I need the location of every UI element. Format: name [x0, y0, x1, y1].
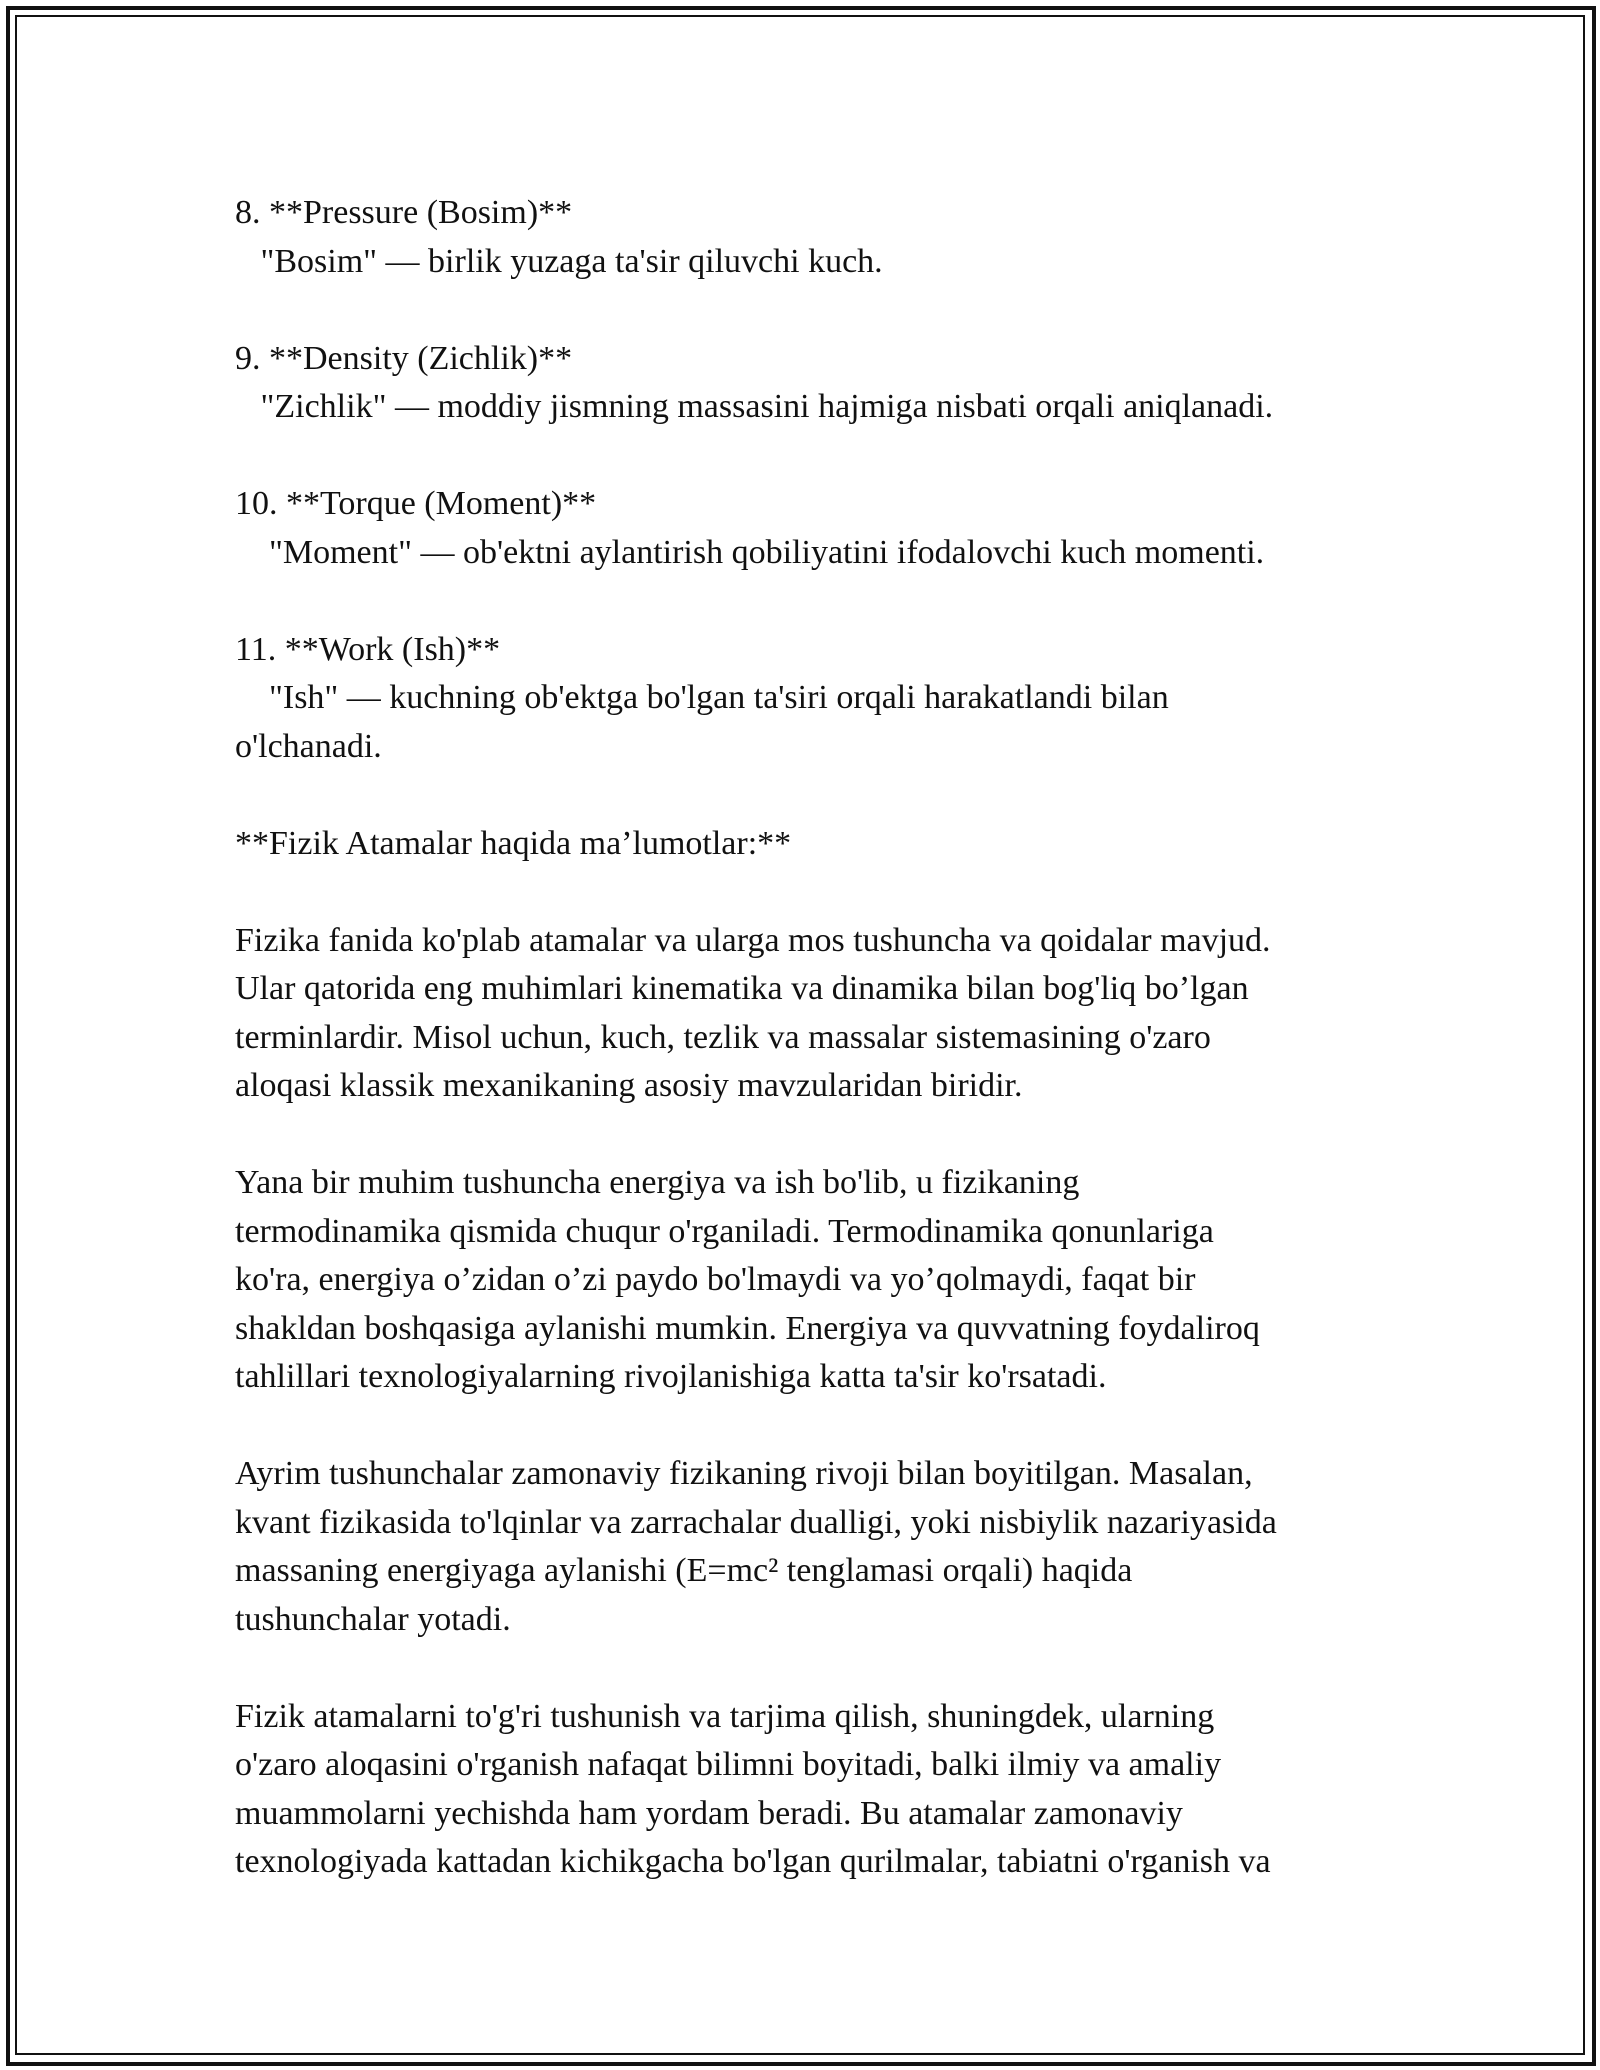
term-definition-line: "Bosim" — birlik yuzaga ta'sir qiluvchi kuch.	[235, 242, 883, 280]
paragraph-line: aloqasi klassik mexanikaning asosiy mavzularidan biridir.	[235, 1067, 1023, 1104]
term-definition-line: o'lchanadi.	[235, 727, 382, 765]
term-definition-line: "Ish" — kuchning ob'ektga bo'lgan ta'siri orqali harakatlandi bilan	[235, 679, 1169, 716]
paragraph	[235, 917, 1365, 1111]
term-item-pressure	[235, 189, 1365, 286]
paragraph-line: muammolarni yechishda ham yordam beradi. Bu atamalar zamonaviy	[235, 1794, 1183, 1832]
paragraph-line: shakldan boshqasiga aylanishi mumkin. Energiya va quvvatning foydaliroq	[235, 1309, 1260, 1347]
paragraph-line: tahlillari texnologiyalarning rivojlanishiga katta ta'sir ko'rsatadi.	[235, 1358, 1107, 1395]
paragraph-line: termodinamika qismida chuqur o'rganiladi. Termodinamika qonunlariga	[235, 1212, 1214, 1250]
paragraph	[235, 1159, 1365, 1402]
term-definition-line: "Zichlik" — moddiy jismning massasini hajmiga nisbati orqali aniqlanadi.	[235, 388, 1274, 425]
paragraph-line: tushunchalar yotadi.	[235, 1600, 511, 1638]
term-item-density	[235, 335, 1365, 432]
paragraph	[235, 1450, 1365, 1644]
document-body	[235, 189, 1365, 1887]
paragraph-line: Fizik atamalarni to'g'ri tushunish va tarjima qilish, shuningdek, ularning	[235, 1697, 1215, 1735]
paragraph-line: massaning energiyaga aylanishi (E=mc² tenglamasi orqali) haqida	[235, 1552, 1133, 1589]
term-heading: 11. **Work (Ish)**	[235, 630, 501, 668]
paragraph-line: terminlardir. Misol uchun, kuch, tezlik va massalar sistemasining o'zaro	[235, 1018, 1211, 1056]
term-definition-line: "Moment" — ob'ektni aylantirish qobiliyatini ifodalovchi kuch momenti.	[235, 533, 1265, 571]
paragraph-line: Ayrim tushunchalar zamonaviy fizikaning rivoji bilan boyitilgan. Masalan,	[235, 1455, 1253, 1492]
term-heading: 10. **Torque (Moment)**	[235, 485, 597, 522]
paragraph-line: o'zaro aloqasini o'rganish nafaqat bilimni boyitadi, balki ilmiy va amaliy	[235, 1746, 1222, 1783]
paragraph-line: texnologiyada kattadan kichikgacha bo'lgan qurilmalar, tabiatni o'rganish va	[235, 1843, 1271, 1880]
paragraph-line: Yana bir muhim tushuncha energiya va ish bo'lib, u fizikaning	[235, 1164, 1080, 1201]
section-heading: **Fizik Atamalar haqida ma’lumotlar:**	[235, 824, 792, 862]
paragraph-line: ko'ra, energiya o’zidan o’zi paydo bo'lmaydi va yo’qolmaydi, faqat bir	[235, 1261, 1196, 1298]
term-heading: 8. **Pressure (Bosim)**	[235, 194, 573, 231]
paragraph	[235, 1693, 1365, 1887]
term-heading: 9. **Density (Zichlik)**	[235, 339, 573, 377]
term-item-work	[235, 626, 1365, 772]
term-item-torque	[235, 480, 1365, 577]
paragraph-line: Fizika fanida ko'plab atamalar va ularga mos tushuncha va qoidalar mavjud.	[235, 921, 1271, 959]
paragraph-line: Ular qatorida eng muhimlari kinematika va dinamika bilan bog'liq bo’lgan	[235, 970, 1249, 1007]
paragraph-line: kvant fizikasida to'lqinlar va zarrachalar dualligi, yoki nisbiylik nazariyasida	[235, 1503, 1277, 1541]
